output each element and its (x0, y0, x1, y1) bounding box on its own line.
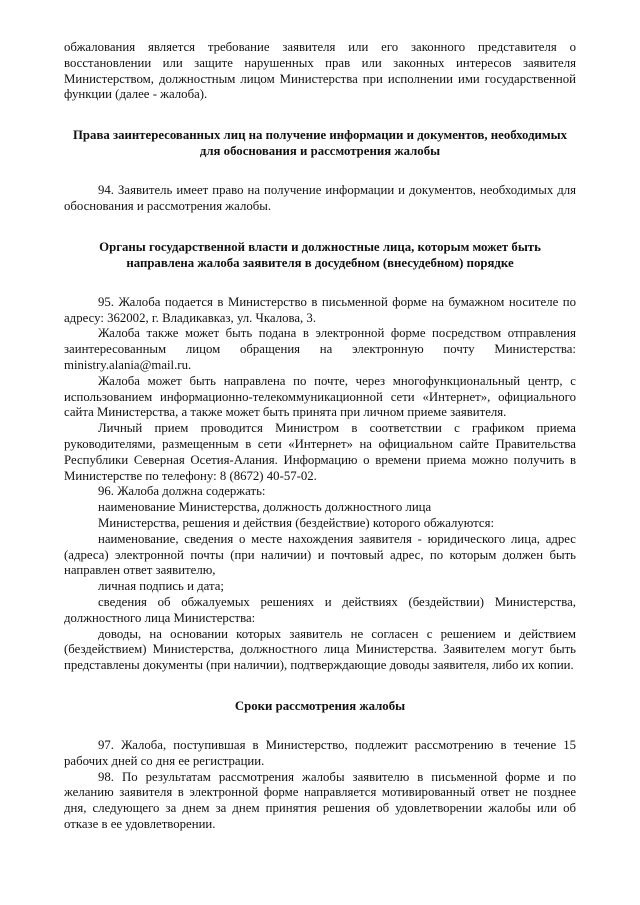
paragraph-98: 98. По результатам рассмотрения жалобы заявителю в письменной форме и по желанию заявителя в электронной форме направляется мотивированный ответ не позднее дня, следующего за днем за днем принятия решения об удовлетворении жалобы или об отказе в ее удовлетворении. (64, 769, 576, 831)
paragraph-96-e: сведения об обжалуемых решениях и действиях (бездействии) Министерства, должностного лица Министерства: (64, 594, 576, 625)
paragraph-96: 96. Жалоба должна содержать: (98, 484, 266, 499)
paragraph-96-d: личная подпись и дата; (98, 579, 224, 594)
paragraph-95-personal: Личный прием проводится Министром в соответствии с графиком приема руководителями, размещенным в сети «Интернет» на официальном сайте Правительства Республики Северная Осетия-Алания. Информацию о времени приема можно получить в Министерстве по телефону: 8 (8672) 40-57-02. (64, 421, 576, 483)
paragraph-96-a: наименование Министерства, должность должностного лица (98, 500, 432, 515)
paragraph-intro: обжалования является требование заявителя или его законного представителя о восстановлении или защите нарушенных прав или законных интересов заявителя Министерством, должностным лицом Министерства при исполнении ими государственной функции (далее - жалоба). (64, 40, 576, 102)
paragraph-97: 97. Жалоба, поступившая в Министерство, подлежит рассмотрению в течение 15 рабочих дней со дня ее регистрации. (64, 737, 576, 768)
paragraph-96-b: Министерства, решения и действия (бездействие) которого обжалуются: (98, 515, 495, 530)
heading-bodies: Органы государственной власти и должностные лица, которым может быть направлена жалоба заявителя в досудебном (внесудебном) порядке (99, 239, 541, 270)
paragraph-94: 94. Заявитель имеет право на получение информации и документов, необходимых для обоснования и рассмотрения жалобы. (64, 183, 576, 213)
heading-terms: Сроки рассмотрения жалобы (234, 698, 406, 713)
paragraph-96-c: наименование, сведения о месте нахождения заявителя - юридического лица, адрес (адреса) электронной почты (при наличии) и почтовый адрес, по которым должен быть направлен ответ заявителю, (64, 531, 576, 578)
paragraph-96-f: доводы, на основании которых заявитель не согласен с решением и действием (бездействием) Министерства, должностного лица Министерства. Заявителем могут быть представлены документы (при наличии), подтверждающие доводы заявителя, либо их копии. (64, 626, 576, 673)
paragraph-95-email: Жалоба также может быть подана в электронной форме посредством отправления заинтересованным лицом обращения на электронную почту Министерства: ministry.alania@mail.ru. (64, 326, 576, 372)
heading-rights: Права заинтересованных лиц на получение информации и документов, необходимых для обоснования и рассмотрения жалобы (72, 128, 568, 159)
paragraph-95-mail: Жалоба может быть направлена по почте, через многофункциональный центр, с использованием информационно-телекоммуникационной сети «Интернет», официального сайта Министерства, а также может быть принята при личном приеме заявителя. (64, 373, 576, 420)
paragraph-95: 95. Жалоба подается в Министерство в письменной форме на бумажном носителе по адресу: 362002, г. Владикавказ, ул. Чкалова, 3. (64, 294, 576, 325)
